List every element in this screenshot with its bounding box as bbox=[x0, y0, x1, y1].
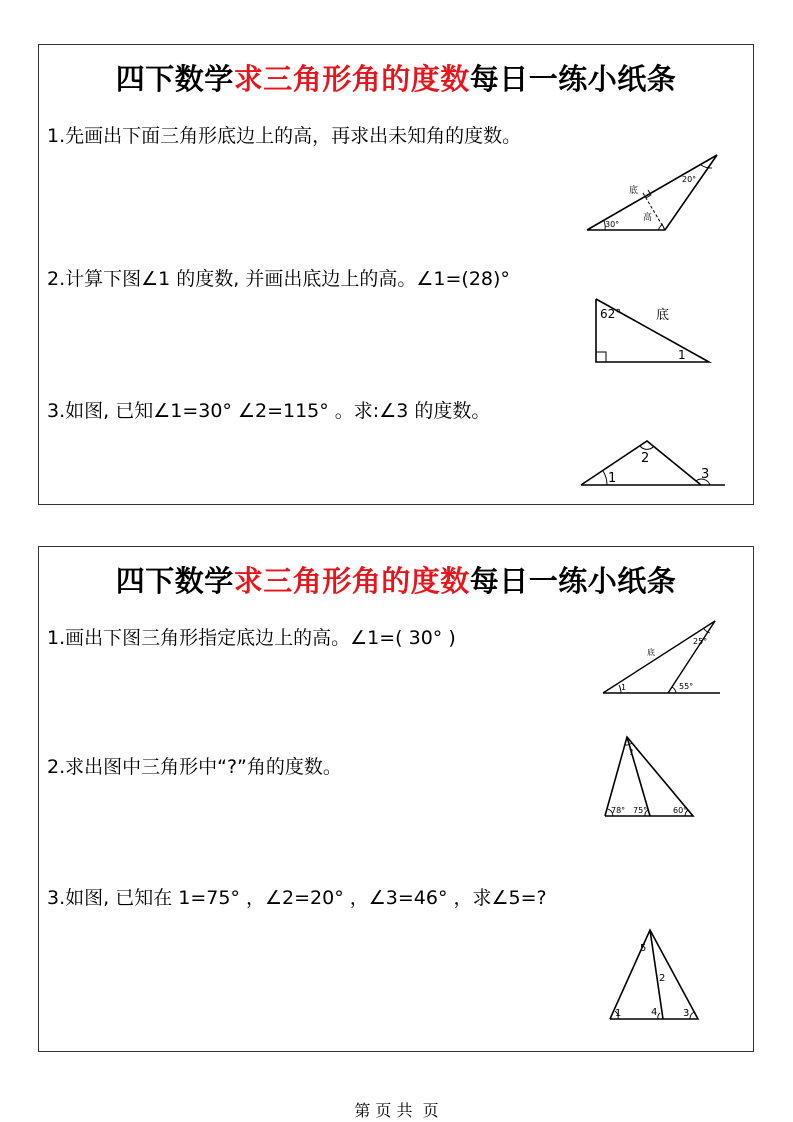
question-2-figure bbox=[603, 735, 697, 819]
angle-label: 78° bbox=[611, 806, 626, 815]
height-label: 高 bbox=[643, 213, 653, 223]
question-3-text: 3.如图, 已知在 1=75° ，∠2=20° ，∠3=46° ，求∠5=? bbox=[47, 887, 547, 909]
question-3-text: 3.如图, 已知∠1=30° ∠2=115° 。求:∠3 的度数。 bbox=[47, 400, 491, 422]
base-label: 底 bbox=[656, 308, 670, 323]
angle-2-label: 2 bbox=[641, 451, 650, 466]
unknown-angle-label: ? bbox=[629, 748, 634, 757]
card-title: 四下数学求三角形角的度数每日一练小纸条 bbox=[115, 62, 677, 96]
angle-label: 55° bbox=[679, 682, 694, 691]
angle-label: 75° bbox=[633, 806, 648, 815]
base-label: 底 bbox=[629, 186, 639, 196]
angle-label: 30° bbox=[605, 220, 620, 229]
angle-4-label: 4 bbox=[651, 1007, 658, 1018]
angle-5-label: 5 bbox=[640, 943, 647, 954]
angle-3-label: 3 bbox=[701, 467, 710, 482]
base-label: 底 bbox=[647, 648, 655, 657]
question-1-text: 1.画出下图三角形指定底边上的高。∠1=( 30° ) bbox=[47, 627, 456, 649]
card-title: 四下数学求三角形角的度数每日一练小纸条 bbox=[115, 564, 677, 598]
question-3-figure bbox=[579, 435, 729, 491]
angle-label: 60° bbox=[673, 806, 688, 815]
question-2-text: 2.计算下图∠1 的度数, 并画出底边上的高。∠1=(28)° bbox=[47, 268, 510, 290]
angle-3-label: 3 bbox=[683, 1008, 690, 1019]
angle-label: 25° bbox=[693, 637, 708, 646]
angle-1-label: 1 bbox=[608, 471, 617, 486]
angle-2-label: 2 bbox=[659, 973, 666, 984]
practice-card-1 bbox=[38, 44, 754, 505]
question-2-figure bbox=[594, 297, 714, 365]
angle-1-label: 1 bbox=[615, 1008, 622, 1019]
angle-label: 20° bbox=[682, 175, 697, 184]
question-3-figure bbox=[607, 927, 703, 1023]
question-2-text: 2.求出图中三角形中“?”角的度数。 bbox=[47, 756, 342, 778]
angle-1-label: 1 bbox=[621, 683, 627, 692]
angle-label: 62° bbox=[600, 307, 622, 321]
angle-1-label: 1 bbox=[678, 348, 686, 362]
question-1-figure bbox=[585, 153, 721, 233]
question-1-text: 1.先画出下面三角形底边上的高，再求出未知角的度数。 bbox=[47, 125, 522, 147]
practice-card-2 bbox=[38, 546, 754, 1052]
question-1-figure bbox=[599, 617, 723, 697]
page-footer: 第 页 共 页 bbox=[354, 1101, 439, 1120]
